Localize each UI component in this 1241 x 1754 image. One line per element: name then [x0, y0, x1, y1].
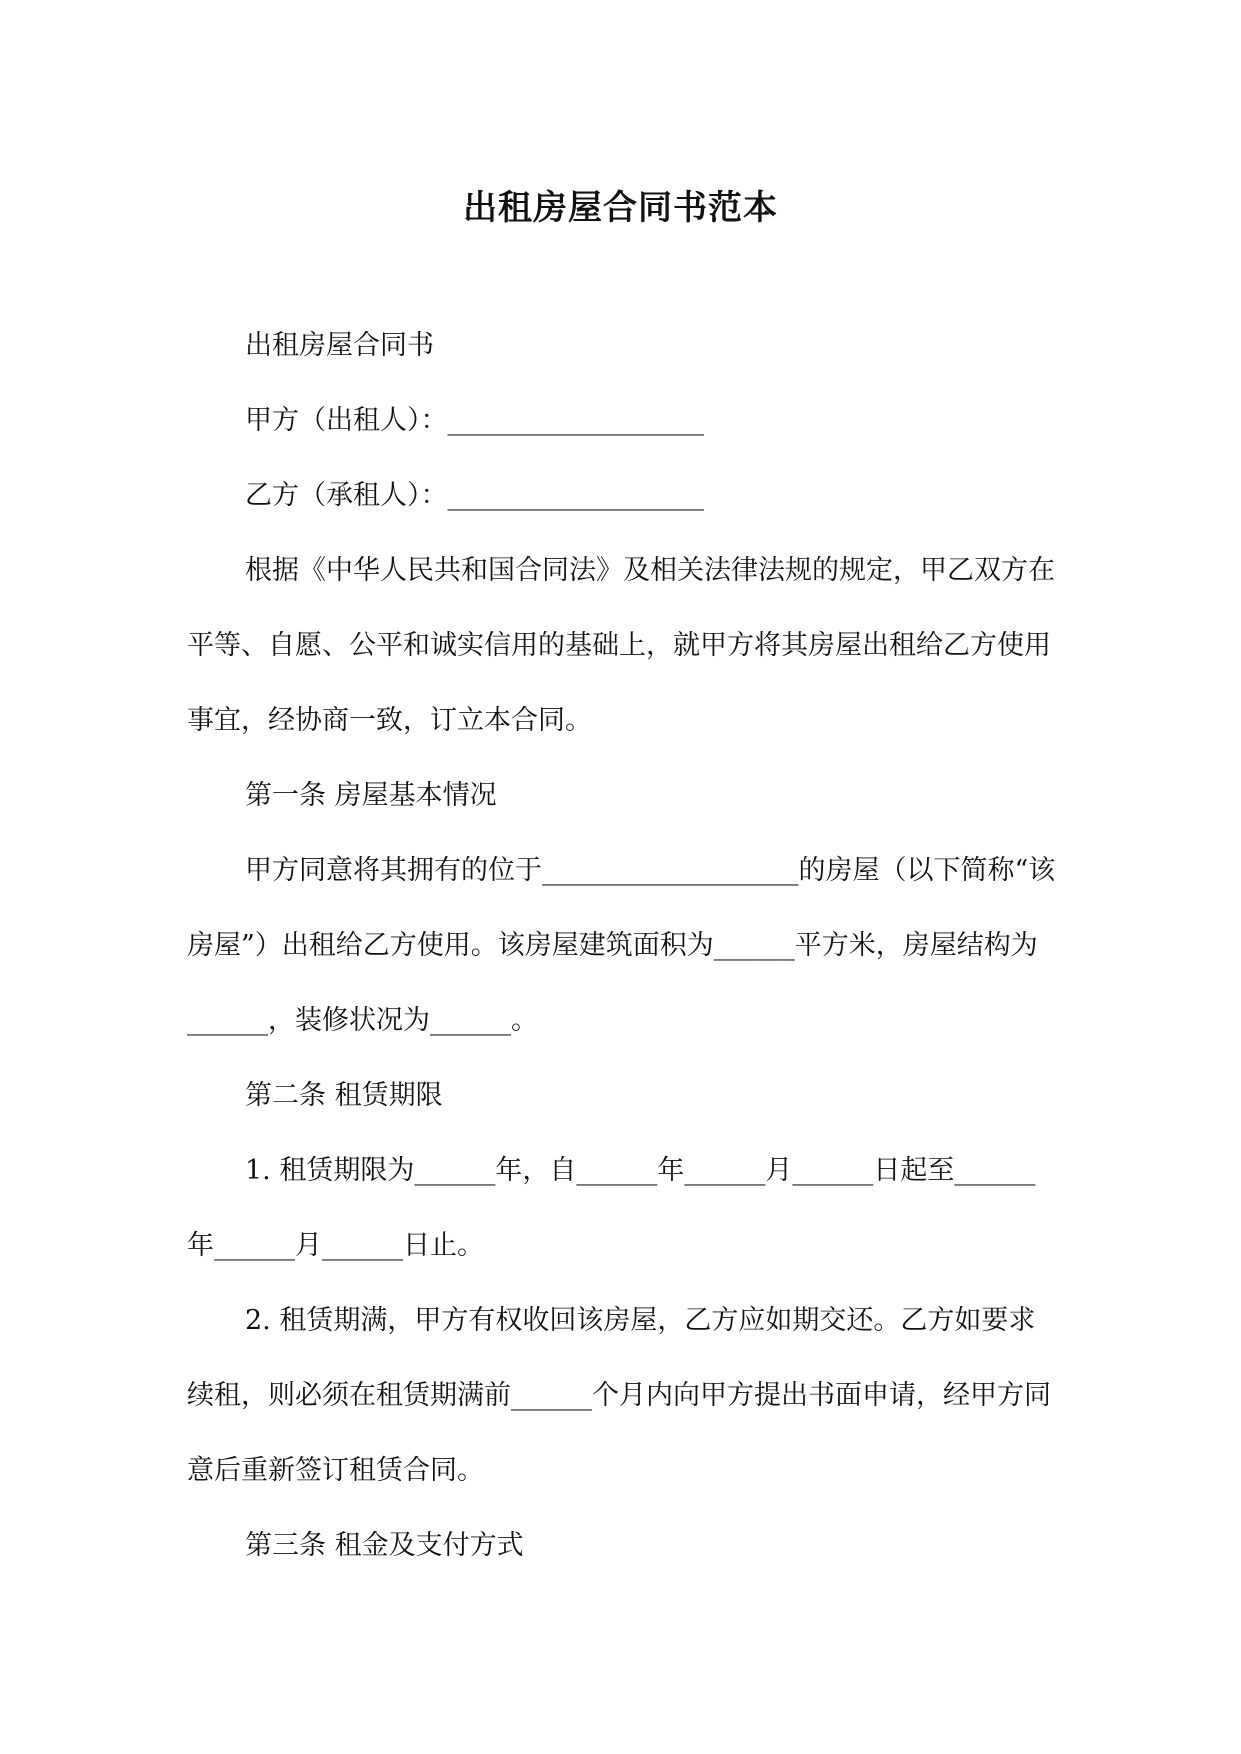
article-2-item-2: 2. 租赁期满，甲方有权收回该房屋，乙方应如期交还。乙方如要求续租，则必须在租赁期满前______个月内向甲方提出书面申请，经甲方同意后重新签订租赁合同。: [187, 1305, 1051, 1486]
article-2-heading: 第二条 租赁期限: [245, 1080, 443, 1111]
article-2-item-1: 1. 租赁期限为______年，自______年______月______日起至______年______月______日止。: [187, 1155, 1036, 1261]
contract-heading: 出租房屋合同书: [245, 330, 434, 361]
party-b-line: 乙方（承租人）：___________________: [245, 480, 704, 511]
article-3-heading: 第三条 租金及支付方式: [245, 1530, 524, 1561]
preamble-paragraph: 根据《中华人民共和国合同法》及相关法律法规的规定，甲乙双方在平等、自愿、公平和诚实信用的基础上，就甲方将其房屋出租给乙方使用事宜，经协商一致，订立本合同。: [187, 555, 1055, 736]
document-body: [187, 308, 1062, 1583]
article-1-text: 甲方同意将其拥有的位于___________________的房屋（以下简称“该房屋”）出租给乙方使用。该房屋建筑面积为______平方米，房屋结构为______，装修状况为______。: [187, 855, 1056, 1036]
document-title: 出租房屋合同书范本: [463, 188, 778, 228]
article-1-heading: 第一条 房屋基本情况: [245, 780, 497, 811]
party-a-line: 甲方（出租人）：___________________: [245, 405, 704, 436]
